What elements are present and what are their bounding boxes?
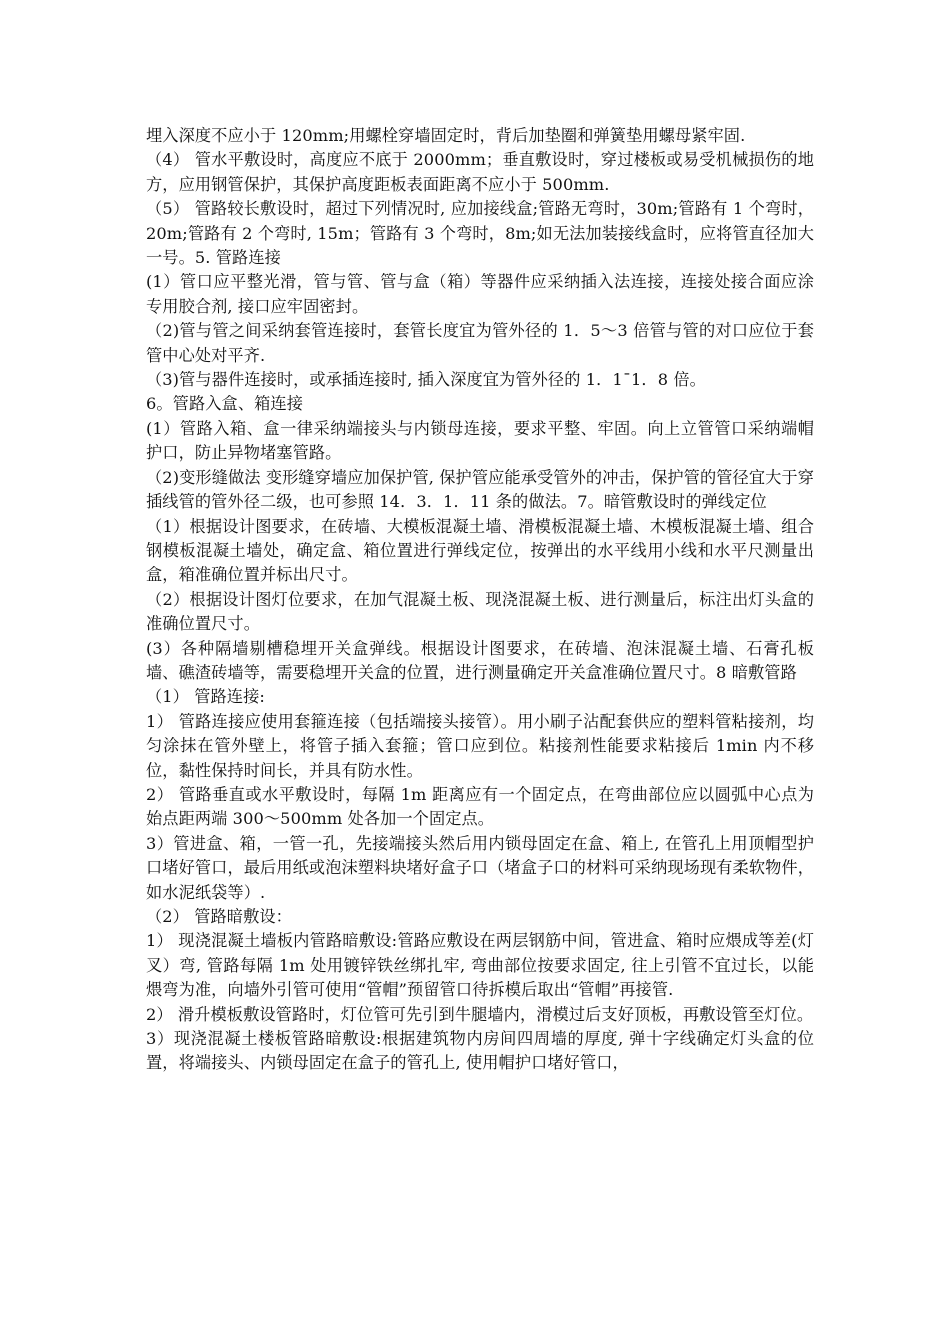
- paragraph: 1） 管路连接应使用套箍连接（包括端接头接管）。用小刷子沾配套供应的塑料管粘接剂，均匀涂抹在管外壁上，将管子插入套箍；管口应到位。粘接剂性能要求粘接后 1min 内不移位，黏性保持时间长，并具有防水性。: [146, 711, 814, 780]
- paragraph: （5） 管路较长敷设时，超过下列情况时, 应加接线盒;管路无弯时，30m;管路有 1 个弯时，20m;管路有 2 个弯时, 15m；管路有 3 个弯时，8m;如无法加装接线盒时，应将管直径加大一号。5. 管路连接: [146, 199, 814, 268]
- paragraph: 1） 现浇混凝土墙板内管路暗敷设:管路应敷设在两层钢筋中间，管进盒、箱时应煨成等差(灯叉）弯, 管路每隔 1m 处用镀锌铁丝绑扎牢, 弯曲部位按要求固定, 往上引管不宜过长，以能煨弯为准，向墙外引管可使用“管帽”预留管口待拆模后取出“管帽”再接管.: [146, 931, 814, 1000]
- document-body: [146, 124, 814, 1076]
- paragraph: （1）根据设计图要求，在砖墙、大模板混凝土墙、滑模板混凝土墙、木模板混凝土墙、组合钢模板混凝土墙处，确定盒、箱位置进行弹线定位，按弹出的水平线用小线和水平尺测量出盒，箱准确位置并标出尺寸。: [146, 516, 814, 585]
- paragraph: （2）根据设计图灯位要求，在加气混凝土板、现浇混凝土板、进行测量后，标注出灯头盒的准确位置尺寸。: [146, 589, 814, 634]
- paragraph: (1）管路入箱、盒一律采纳端接头与内锁母连接，要求平整、牢固。向上立管管口采纳端帽护口，防止异物堵塞管路。: [146, 418, 814, 463]
- paragraph: 3）现浇混凝土楼板管路暗敷设:根据建筑物内房间四周墙的厚度, 弹十字线确定灯头盒的位置，将端接头、内锁母固定在盒子的管孔上, 使用帽护口堵好管口，: [146, 1029, 814, 1073]
- paragraph: (3）各种隔墙剔槽稳埋开关盒弹线。根据设计图要求，在砖墙、泡沫混凝土墙、石膏孔板墙、礁渣砖墙等，需要稳埋开关盒的位置，进行测量确定开关盒准确位置尺寸。8 暗敷管路: [146, 638, 814, 682]
- section-heading: 6。管路入盒、箱连接: [146, 394, 303, 414]
- paragraph: （2)管与管之间采纳套管连接时，套管长度宜为管外径的 1．5～3 倍管与管的对口应位于套管中心处对平齐.: [146, 321, 814, 365]
- paragraph: （4） 管水平敷设时，高度应不底于 2000mm；垂直敷设时，穿过楼板或易受机械损伤的地方，应用钢管保护，其保护高度距板表面距离不应小于 500mm.: [146, 150, 814, 194]
- paragraph: 3）管进盒、箱，一管一孔，先接端接头然后用内锁母固定在盒、箱上, 在管孔上用顶帽型护口堵好管口，最后用纸或泡沫塑料块堵好盒子口（堵盒子口的材料可采纳现场现有柔软物件，如水泥纸袋等）.: [146, 833, 814, 902]
- paragraph: (1）管口应平整光滑，管与管、管与盒（箱）等器件应采纳插入法连接，连接处接合面应涂专用胶合剂, 接口应牢固密封。: [146, 272, 814, 316]
- subsection-heading: （1） 管路连接:: [146, 687, 265, 707]
- paragraph: 2） 管路垂直或水平敷设时，每隔 1m 距离应有一个固定点，在弯曲部位应以圆弧中心点为始点距两端 300～500mm 处各加一个固定点。: [146, 784, 814, 829]
- subsection-heading: （2） 管路暗敷设：: [146, 907, 292, 926]
- paragraph: 埋入深度不应小于 120mm;用螺栓穿墙固定时，背后加垫圈和弹簧垫用螺母紧牢固.: [146, 126, 746, 145]
- paragraph: （3)管与器件连接时，或承插连接时, 插入深度宜为管外径的 1．1ˉ1．8 倍。: [146, 370, 706, 390]
- paragraph: 2） 滑升模板敷设管路时，灯位管可先引到牛腿墙内，滑模过后支好顶板，再敷设管至灯位。: [146, 1004, 814, 1024]
- paragraph: （2)变形缝做法 变形缝穿墙应加保护管, 保护管应能承受管外的冲击，保护管的管径宜大于穿插线管的管外径二级，也可参照 14．3．1．11 条的做法。7。暗管敷设时的弹线定位: [146, 467, 814, 512]
